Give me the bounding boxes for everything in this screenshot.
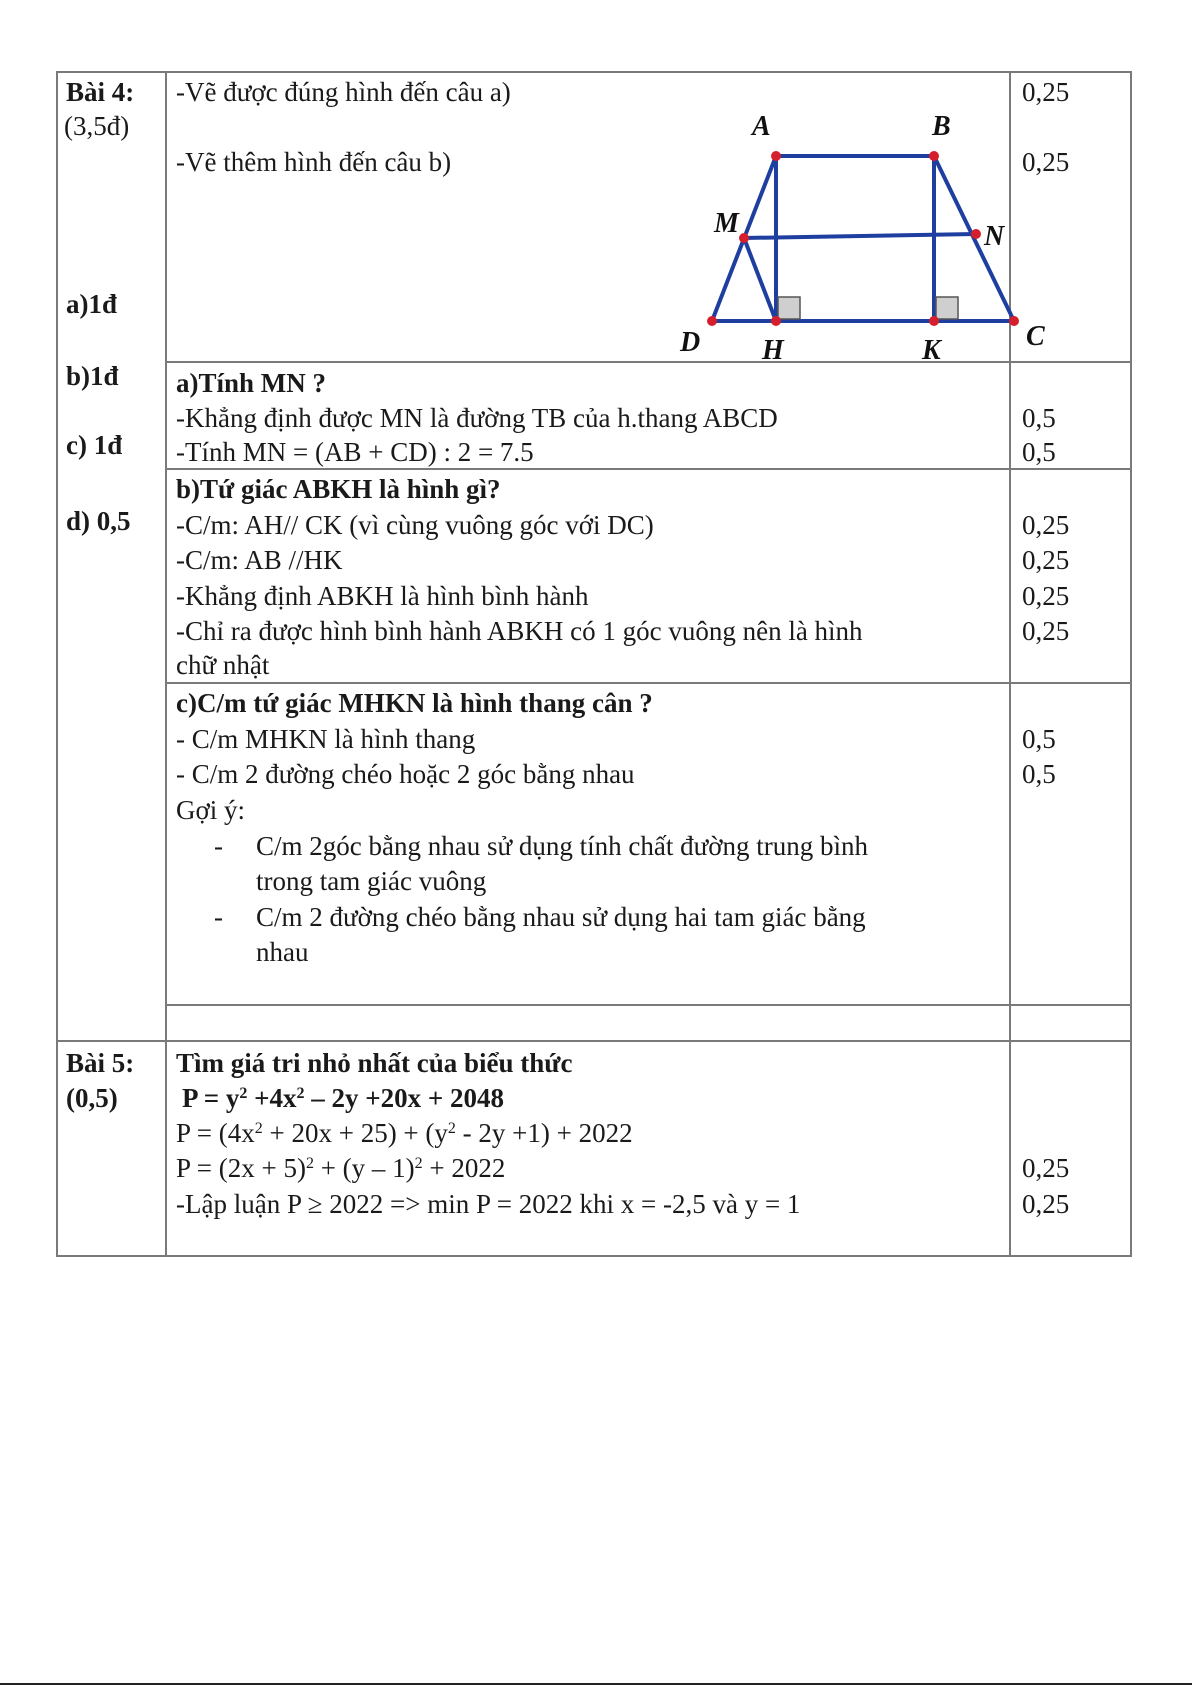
part-b-points: b)1đ bbox=[66, 361, 119, 391]
figure-line-1-points: 0,25 bbox=[1022, 77, 1070, 107]
section-5-conclusion-points: 0,25 bbox=[1022, 1189, 1070, 1219]
equation-3-points: 0,25 bbox=[1022, 1153, 1070, 1183]
section-a-line-1-points: 0,5 bbox=[1022, 403, 1056, 433]
eq-part: P = (4x bbox=[176, 1118, 255, 1148]
row-divider bbox=[56, 1040, 1132, 1042]
equation-3 bbox=[176, 1151, 505, 1185]
section-b-line-3: -Khẳng định ABKH là hình bình hành bbox=[176, 581, 589, 611]
equation-1 bbox=[182, 1081, 504, 1115]
row-divider bbox=[56, 1255, 1132, 1257]
section-c-title: c)C/m tứ giác MHKN là hình thang cân ? bbox=[176, 688, 653, 718]
point-b bbox=[929, 151, 939, 161]
exponent: 2 bbox=[305, 1155, 314, 1172]
hint-1: C/m 2góc bằng nhau sử dụng tính chất đường trung bình bbox=[256, 831, 868, 861]
hint-2-cont: nhau bbox=[256, 937, 309, 967]
right-angle-marks bbox=[778, 297, 958, 319]
section-b-line-4: -Chỉ ra được hình bình hành ABKH có 1 góc vuông nên là hình bbox=[176, 616, 863, 646]
segment-mn bbox=[744, 234, 976, 238]
hint-2: C/m 2 đường chéo bằng nhau sử dụng hai tam giác bằng bbox=[256, 902, 866, 932]
part-c-points: c) 1đ bbox=[66, 430, 123, 460]
section-c-line-2-points: 0,5 bbox=[1022, 759, 1056, 789]
section-b-line-4-points: 0,25 bbox=[1022, 616, 1070, 646]
section-a-line-2: -Tính MN = (AB + CD) : 2 = 7.5 bbox=[176, 437, 534, 467]
section-c-line-2: - C/m 2 đường chéo hoặc 2 góc bằng nhau bbox=[176, 759, 635, 789]
eq-part: + (y – 1) bbox=[313, 1153, 415, 1183]
part-d-points: d) 0,5 bbox=[66, 506, 131, 536]
section-b-line-2-points: 0,25 bbox=[1022, 545, 1070, 575]
row-divider bbox=[165, 1004, 1131, 1006]
exponent: 2 bbox=[414, 1155, 423, 1172]
right-angle-h bbox=[778, 297, 800, 319]
point-n bbox=[971, 229, 981, 239]
section-a-line-2-points: 0,5 bbox=[1022, 437, 1056, 467]
label-h: H bbox=[762, 335, 784, 366]
eq-part: +4x bbox=[247, 1083, 297, 1113]
section-c-line-1: - C/m MHKN là hình thang bbox=[176, 724, 476, 754]
bai5-points: (0,5) bbox=[66, 1083, 118, 1113]
hint-label: Gợi ý: bbox=[176, 795, 246, 825]
bullet: - bbox=[214, 902, 223, 932]
label-b: B bbox=[932, 111, 951, 142]
figure-line-2-points: 0,25 bbox=[1022, 147, 1070, 177]
point-labels bbox=[679, 111, 1045, 366]
hint-1-cont: trong tam giác vuông bbox=[256, 866, 487, 896]
bai4-points: (3,5đ) bbox=[64, 111, 130, 141]
section-a-title: a)Tính MN ? bbox=[176, 368, 327, 398]
bai4-label: Bài 4: bbox=[66, 77, 135, 107]
segment-mh bbox=[744, 238, 776, 321]
section-5-conclusion: -Lập luận P ≥ 2022 => min P = 2022 khi x = -2,5 và y = 1 bbox=[176, 1189, 801, 1219]
section-c-line-1-points: 0,5 bbox=[1022, 724, 1056, 754]
figure-line-2: -Vẽ thêm hình đến câu b) bbox=[176, 147, 452, 177]
section-b-line-4-cont: chữ nhật bbox=[176, 650, 270, 680]
eq-part: P = y bbox=[182, 1083, 240, 1113]
part-a-points: a)1đ bbox=[66, 289, 118, 319]
eq-part: – 2y +20x + 2048 bbox=[304, 1083, 505, 1113]
label-m: M bbox=[714, 208, 739, 239]
point-d bbox=[707, 316, 717, 326]
eq-part: P = (2x + 5) bbox=[176, 1153, 306, 1183]
point-m bbox=[739, 233, 749, 243]
eq-part: + 2022 bbox=[422, 1153, 506, 1183]
eq-part: + 20x + 25) + (y bbox=[262, 1118, 448, 1148]
bullet: - bbox=[214, 831, 223, 861]
point-a bbox=[771, 151, 781, 161]
exponent: 2 bbox=[254, 1120, 263, 1137]
section-b-title: b)Tứ giác ABKH là hình gì? bbox=[176, 474, 501, 504]
label-n: N bbox=[984, 221, 1005, 252]
figure-lines bbox=[712, 156, 1014, 321]
table-border-top bbox=[56, 71, 1132, 73]
answer-table bbox=[56, 71, 1132, 1256]
section-5-title: Tìm giá tri nhỏ nhất của biểu thức bbox=[176, 1048, 573, 1078]
right-angle-k bbox=[936, 297, 958, 319]
point-k bbox=[929, 316, 939, 326]
label-c: C bbox=[1026, 321, 1045, 352]
label-a: A bbox=[752, 111, 771, 142]
section-b-line-1-points: 0,25 bbox=[1022, 510, 1070, 540]
point-c bbox=[1009, 316, 1019, 326]
exponent: 2 bbox=[239, 1085, 248, 1102]
trapezoid-figure bbox=[616, 91, 1056, 421]
table-border-left bbox=[56, 71, 58, 1256]
row-divider bbox=[165, 682, 1131, 684]
section-a-line-1: -Khẳng định được MN là đường TB của h.thang ABCD bbox=[176, 403, 778, 433]
equation-2 bbox=[176, 1116, 633, 1150]
section-b-line-3-points: 0,25 bbox=[1022, 581, 1070, 611]
table-border-right bbox=[1130, 71, 1132, 1256]
point-h bbox=[771, 316, 781, 326]
exponent: 2 bbox=[447, 1120, 456, 1137]
figure-line-1: -Vẽ được đúng hình đến câu a) bbox=[176, 77, 511, 107]
bai5-label: Bài 5: bbox=[66, 1048, 135, 1078]
section-b-line-2: -C/m: AB //HK bbox=[176, 545, 343, 575]
section-b-line-1: -C/m: AH// CK (vì cùng vuông góc với DC) bbox=[176, 510, 654, 540]
label-d: D bbox=[680, 327, 701, 358]
eq-part: - 2y +1) + 2022 bbox=[455, 1118, 633, 1148]
label-k: K bbox=[922, 335, 941, 366]
column-divider bbox=[165, 71, 167, 1256]
exponent: 2 bbox=[296, 1085, 305, 1102]
